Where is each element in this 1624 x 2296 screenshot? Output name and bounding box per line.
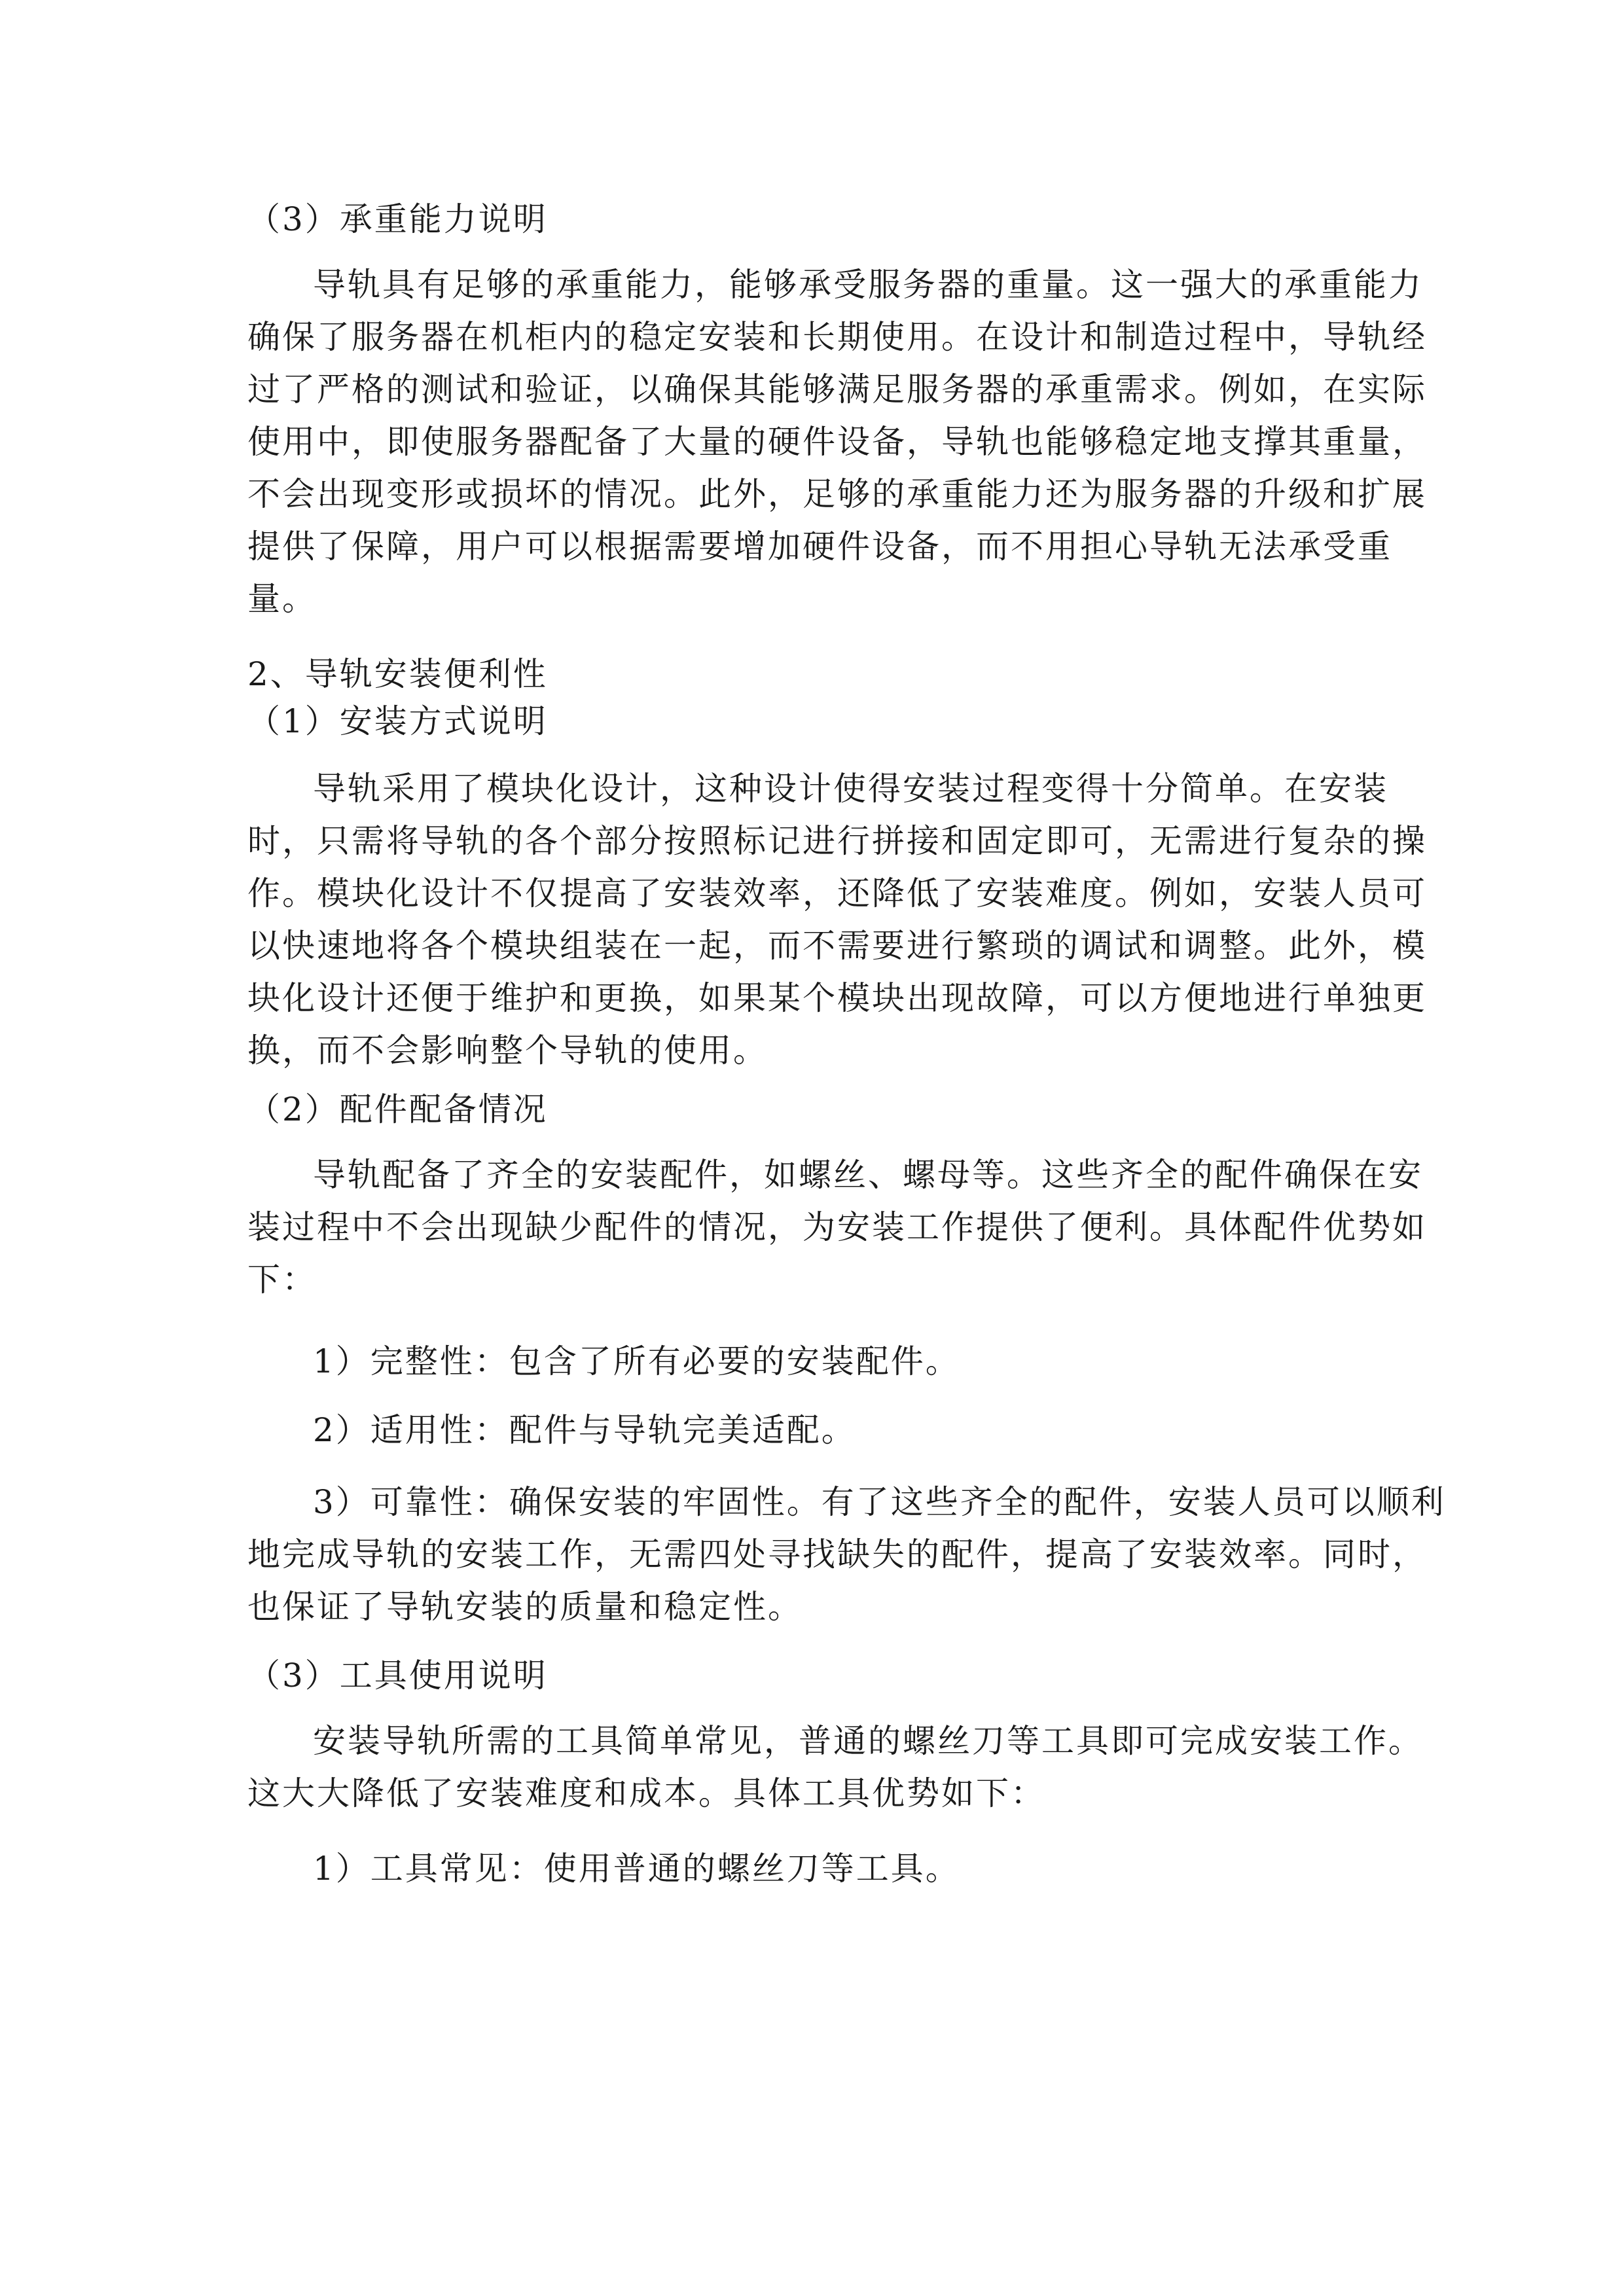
paragraph-line: 提供了保障，用户可以根据需要增加硬件设备，而不用担心导轨无法承受重: [247, 528, 1392, 565]
subsection-heading-accessories: （2）配件配备情况: [247, 1090, 548, 1128]
paragraph-line: 使用中，即使服务器配备了大量的硬件设备，导轨也能够稳定地支撑其重量，: [247, 423, 1427, 461]
list-item-continuation: 地完成导轨的安装工作，无需四处寻找缺失的配件，提高了安装效率。同时，: [247, 1535, 1427, 1573]
paragraph-line: 过了严格的测试和验证，以确保其能够满足服务器的承重需求。例如，在实际: [247, 370, 1427, 408]
subsection-heading-install-method: （1）安装方式说明: [247, 702, 548, 740]
subsection-heading-tools: （3）工具使用说明: [247, 1657, 548, 1695]
paragraph-line: 不会出现变形或损坏的情况。此外，足够的承重能力还为服务器的升级和扩展: [247, 475, 1427, 513]
paragraph-line: 导轨具有足够的承重能力，能够承受服务器的重量。这一强大的承重能力: [313, 266, 1423, 304]
paragraph-line: 块化设计还便于维护和更换，如果某个模块出现故障，可以方便地进行单独更: [247, 979, 1427, 1017]
paragraph-line: 导轨采用了模块化设计，这种设计使得安装过程变得十分简单。在安装: [313, 770, 1388, 808]
paragraph-line: 安装导轨所需的工具简单常见，普通的螺丝刀等工具即可完成安装工作。: [313, 1722, 1423, 1760]
list-item-continuation: 也保证了导轨安装的质量和稳定性。: [247, 1588, 803, 1626]
paragraph-line: 装过程中不会出现缺少配件的情况，为安装工作提供了便利。具体配件优势如: [247, 1208, 1427, 1246]
section-heading-load-capacity: （3）承重能力说明: [247, 200, 548, 238]
section-heading-install-convenience: 2、导轨安装便利性: [247, 655, 548, 693]
paragraph-line: 确保了服务器在机柜内的稳定安装和长期使用。在设计和制造过程中，导轨经: [247, 318, 1427, 356]
paragraph-line: 下：: [247, 1261, 317, 1299]
paragraph-line: 这大大降低了安装难度和成本。具体工具优势如下：: [247, 1774, 1045, 1812]
list-item: 1）工具常见：使用普通的螺丝刀等工具。: [313, 1850, 960, 1888]
paragraph-line: 以快速地将各个模块组装在一起，而不需要进行繁琐的调试和调整。此外，模: [247, 927, 1427, 965]
list-item: 3）可靠性：确保安装的牢固性。有了这些齐全的配件，安装人员可以顺利: [313, 1483, 1446, 1521]
paragraph-line: 时，只需将导轨的各个部分按照标记进行拼接和固定即可，无需进行复杂的操: [247, 822, 1427, 860]
paragraph-line: 量。: [247, 580, 317, 618]
paragraph-line: 作。模块化设计不仅提高了安装效率，还降低了安装难度。例如，安装人员可: [247, 874, 1427, 912]
list-item: 1）完整性：包含了所有必要的安装配件。: [313, 1342, 960, 1380]
list-item: 2）适用性：配件与导轨完美适配。: [313, 1411, 856, 1449]
paragraph-line: 导轨配备了齐全的安装配件，如螺丝、螺母等。这些齐全的配件确保在安: [313, 1156, 1423, 1194]
paragraph-line: 换，而不会影响整个导轨的使用。: [247, 1031, 768, 1069]
